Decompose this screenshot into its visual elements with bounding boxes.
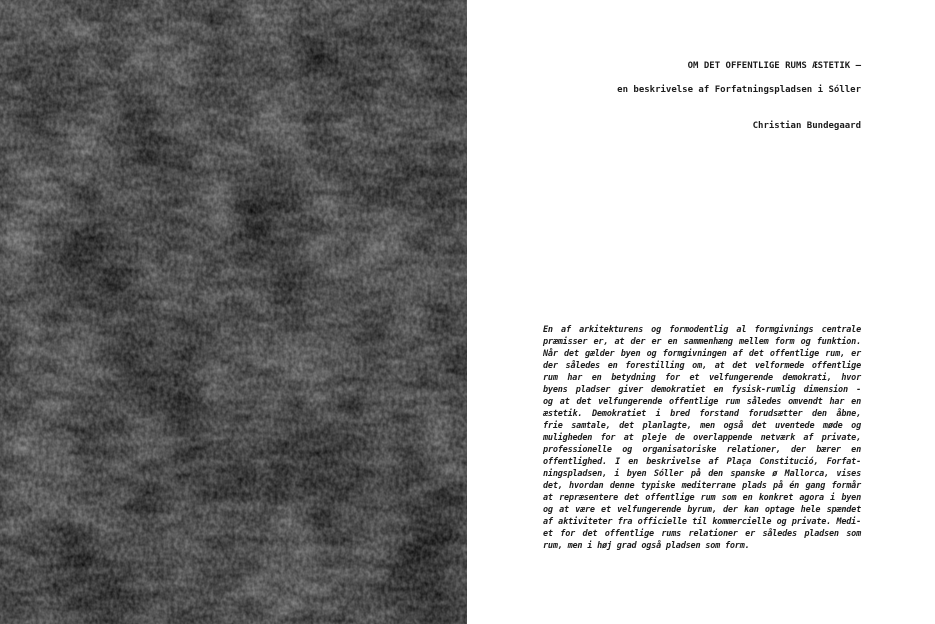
- page-title: OM DET OFFENTLIGE RUMS ÆSTETIK —: [687, 61, 861, 71]
- left-page: [0, 0, 467, 624]
- body-text-line: offentlighed. I en beskrivelse af Plaça Constitució, Forfat-: [543, 457, 861, 467]
- page-subtitle: en beskrivelse af Forfatningspladsen i Sóller: [617, 85, 861, 95]
- body-text-line: byens pladser giver demokratiet en fysisk-rumlig dimension -: [543, 385, 861, 395]
- right-page: [467, 0, 935, 624]
- body-text-line: frie samtale, det planlagte, men også det uventede møde og: [543, 421, 861, 431]
- body-text-line: muligheden for at pleje de overlappende netværk af private,: [543, 433, 861, 443]
- body-text-line: der således en forestilling om, at det velformede offentlige: [543, 361, 861, 371]
- body-text-line: rum har en betydning for et velfungerende demokrati, hvor: [543, 373, 861, 383]
- body-text-line: og at være et velfungerende byrum, der kan optage hele spændet: [543, 505, 861, 515]
- body-text-line: at repræsentere det offentlige rum som en konkret agora i byen: [543, 493, 861, 503]
- body-text-line: Når det gælder byen og formgivningen af det offentlige rum, er: [543, 349, 861, 359]
- body-text-line: professionelle og organisatoriske relationer, der bærer en: [543, 445, 861, 455]
- body-text-line: præmisser er, at der er en sammenhæng mellem form og funktion.: [543, 337, 861, 347]
- body-text-line: det, hvordan denne typiske mediterrane plads på én gang formår: [543, 481, 861, 491]
- body-text-line: rum, men i høj grad også pladsen som form.: [543, 541, 750, 551]
- body-text-line: og at det velfungerende offentlige rum således omvendt har en: [543, 397, 861, 407]
- body-text-line: æstetik. Demokratiet i bred forstand forudsætter den åbne,: [543, 409, 861, 419]
- body-text-line: ningspladsen, i byen Sóller på den spanske ø Mallorca, vises: [543, 469, 861, 479]
- author-name: Christian Bundegaard: [752, 121, 861, 131]
- stone-texture-image: [0, 0, 467, 624]
- body-paragraph: [543, 324, 861, 552]
- body-text-line: af aktiviteter fra officielle til kommercielle og private. Medi-: [543, 517, 861, 527]
- body-text-line: En af arkitekturens og formodentlig al formgivnings centrale: [543, 325, 861, 335]
- body-text-line: et for det offentlige rums relationer er således pladsen som: [543, 529, 861, 539]
